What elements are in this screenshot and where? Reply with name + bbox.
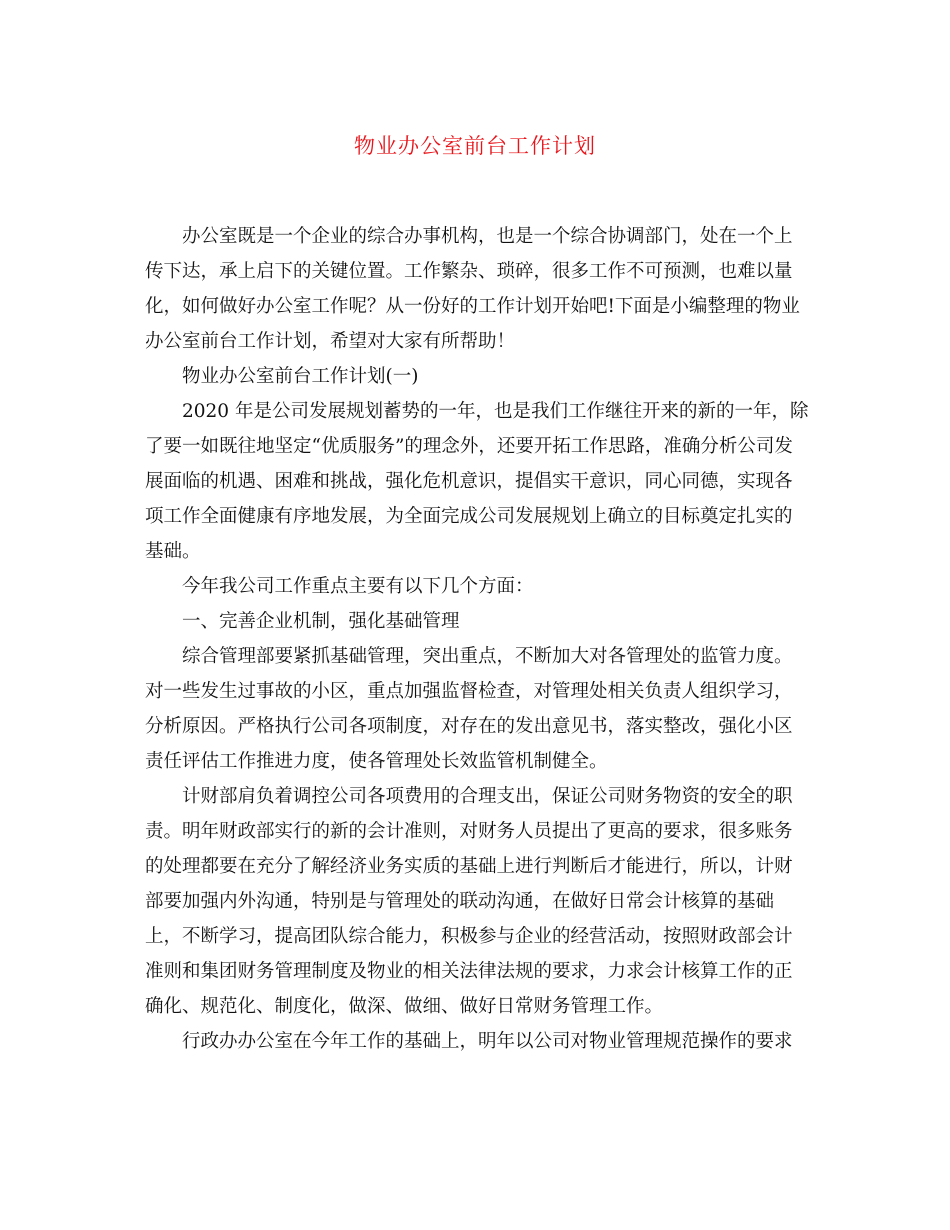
paragraph-admin-office <box>145 1024 805 1059</box>
text-line: 的处理都要在充分了解经济业务实质的基础上进行判断后才能进行，所以，计财 <box>145 856 793 877</box>
text-line: 责。明年财政部实行的新的会计准则，对财务人员提出了更高的要求，很多账务 <box>145 821 793 842</box>
text-line: 计财部肩负着调控公司各项费用的合理支出，保证公司财务物资的安全的职 <box>182 786 793 807</box>
paragraph-intro <box>145 219 805 359</box>
document-body <box>145 219 809 1059</box>
document-title: 物业办公室前台工作计划 <box>354 134 596 158</box>
text-line: 对一些发生过事故的小区，重点加强监督检查，对管理处相关负责人组织学习， <box>145 681 793 702</box>
text-line: 基础。 <box>145 541 201 562</box>
text-line: 一、完善企业机制，强化基础管理 <box>182 611 460 632</box>
text-line: 行政办办公室在今年工作的基础上，明年以公司对物业管理规范操作的要求 <box>182 1031 793 1052</box>
text-line: 办公室前台工作计划，希望对大家有所帮助！ <box>145 331 516 352</box>
text-line: 今年我公司工作重点主要有以下几个方面： <box>182 576 534 597</box>
paragraph-finance <box>145 779 805 1024</box>
text-line: 展面临的机遇、困难和挑战，强化危机意识，提倡实干意识，同心同德，实现各 <box>145 471 793 492</box>
paragraph-focus-intro <box>145 569 805 604</box>
text-line: 传下达，承上启下的关键位置。工作繁杂、琐碎，很多工作不可预测，也难以量 <box>145 261 793 282</box>
section-heading-plan-one <box>145 359 805 394</box>
text-line: 办公室既是一个企业的综合办事机构，也是一个综合协调部门，处在一个上 <box>182 226 793 247</box>
text-line: 确化、规范化、制度化，做深、做细、做好日常财务管理工作。 <box>145 996 664 1017</box>
text-line: 了要一如既往地坚定“优质服务”的理念外，还要开拓工作思路，准确分析公司发 <box>145 436 793 457</box>
text-line: 准则和集团财务管理制度及物业的相关法律法规的要求，力求会计核算工作的正 <box>145 961 793 982</box>
text-line: 上，不断学习，提高团队综合能力，积极参与企业的经营活动，按照财政部会计 <box>145 926 793 947</box>
section-heading-one <box>145 604 805 639</box>
text-line: 部要加强内外沟通，特别是与管理处的联动沟通，在做好日常会计核算的基础 <box>145 891 775 912</box>
text-line: 分析原因。严格执行公司各项制度，对存在的发出意见书，落实整改，强化小区 <box>145 716 793 737</box>
text-line: 责任评估工作推进力度，使各管理处长效监管机制健全。 <box>145 751 608 772</box>
text-line: 化，如何做好办公室工作呢？从一份好的工作计划开始吧!下面是小编整理的物业 <box>145 296 800 317</box>
text-line: 2020 年是公司发展规划蓄势的一年，也是我们工作继往开来的新的一年，除 <box>182 401 809 422</box>
paragraph-general-management <box>145 639 805 779</box>
text-line: 综合管理部要紧抓基础管理，突出重点，不断加大对各管理处的监管力度。 <box>182 646 793 667</box>
paragraph-2020-plan <box>145 394 809 569</box>
text-line: 项工作全面健康有序地发展，为全面完成公司发展规划上确立的目标奠定扎实的 <box>145 506 793 527</box>
text-line: 物业办公室前台工作计划(一) <box>182 366 419 387</box>
